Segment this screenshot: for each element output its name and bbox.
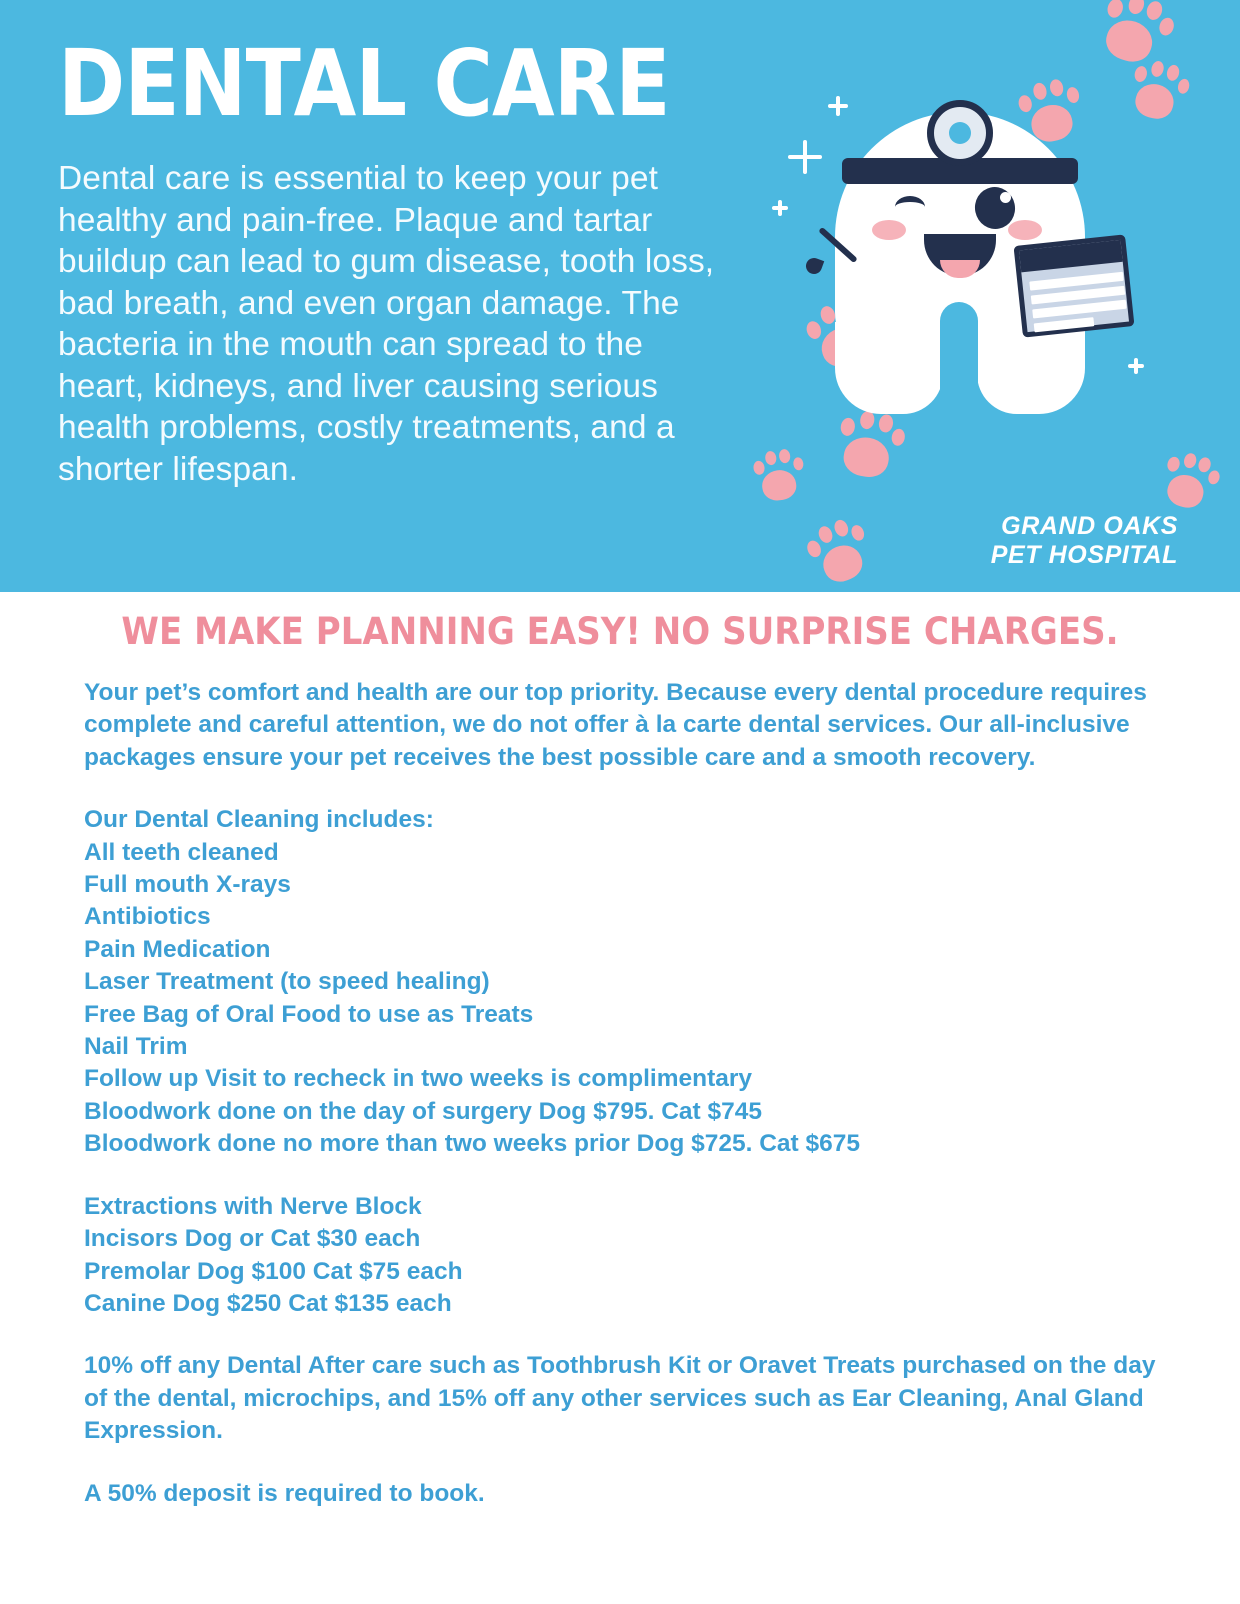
winking-eye-icon [895,196,925,218]
list-item: Antibiotics [84,903,211,931]
paw-print-icon [800,511,880,592]
hero-banner [0,0,1240,592]
list-item: Bloodwork done on the day of surgery Dog $795. Cat $745 [84,1097,762,1125]
list-item: Nail Trim [84,1033,188,1061]
intro-paragraph: Your pet’s comfort and health are our top priority. Because every dental procedure requires complete and careful attention, we do not offer à la carte dental services. Our all-inclusive packages ensure your pet receives the best possible care and a smooth recovery. [84,679,1147,771]
list-item: Pain Medication [84,935,271,963]
paw-print-icon [1155,445,1226,520]
brand-line-2: PET HOSPITAL [990,541,1178,569]
brand-logo [991,512,1178,570]
discount-paragraph: 10% off any Dental After care such as Toothbrush Kit or Oravet Treats purchased on the day of the dental, microchips, and 15% off any other services such as Ear Cleaning, Anal Gland Expression. [84,1352,1156,1445]
brand-line-1: GRAND OAKS [1001,512,1178,540]
cleaning-heading: Our Dental Cleaning includes: [84,806,434,834]
extractions-heading: Extractions with Nerve Block [84,1192,422,1220]
page-title: DENTAL CARE [58,30,670,137]
list-item: Canine Dog $250 Cat $135 each [84,1289,452,1317]
list-item: Incisors Dog or Cat $30 each [84,1225,421,1253]
list-item: All teeth cleaned [84,838,279,866]
list-item: Full mouth X-rays [84,871,291,899]
list-item: Bloodwork done no more than two weeks prior Dog $725. Cat $675 [84,1130,860,1158]
tooth-mascot-illustration [800,92,1140,452]
deposit-paragraph: A 50% deposit is required to book. [84,1479,485,1507]
clipboard-icon [1013,234,1134,337]
sparkle-icon [772,200,788,216]
list-item: Follow up Visit to recheck in two weeks is complimentary [84,1065,753,1093]
list-item: Premolar Dog $100 Cat $75 each [84,1257,463,1285]
cleaning-section [84,804,1164,1160]
list-item: Laser Treatment (to speed healing) [84,968,490,996]
list-item: Free Bag of Oral Food to use as Treats [84,1000,534,1028]
hero-description: Dental care is essential to keep your pet healthy and pain-free. Plaque and tartar buildup can lead to gum disease, tooth loss, bad breath, and even organ damage. The bacteria in the mouth can spread to the heart, kidneys, and liver causing serious health problems, costly treatments, and a shorter lifespan. [58,160,715,488]
document-body [84,677,1164,1510]
paw-print-icon [750,445,810,510]
headline-banner: WE MAKE PLANNING EASY! NO SURPRISE CHARGES. [121,610,1119,653]
extractions-section [84,1191,1164,1321]
